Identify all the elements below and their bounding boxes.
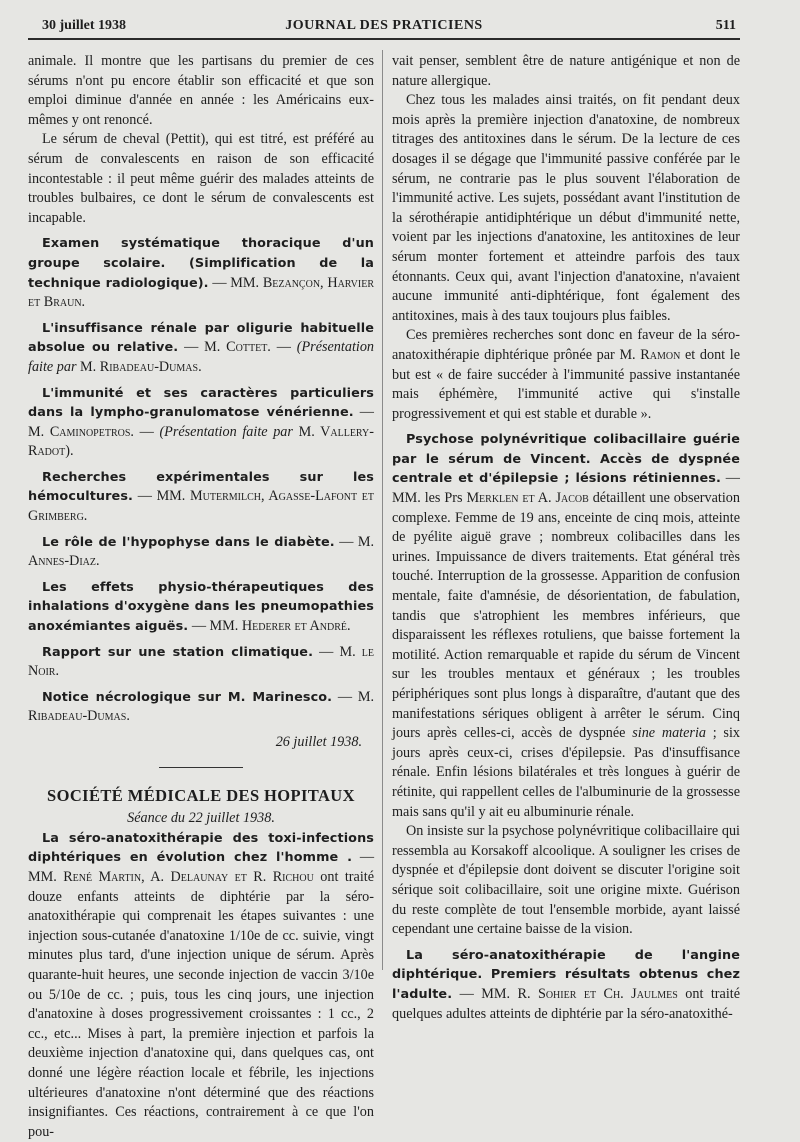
page-number: 511 <box>715 18 736 33</box>
entry-authors: — M. le Noir. <box>28 643 374 680</box>
entry-presentation: (Présentation faite par <box>28 339 375 375</box>
entry-oxygen <box>28 578 374 637</box>
entry-authors: Merklen et A. Jacob <box>466 490 589 507</box>
entry-presenter: M. Ribadeau-Dumas. <box>76 358 202 375</box>
entry-presenter: M. Vallery-Radot). <box>28 423 374 460</box>
journal-title: JOURNAL DES PRATICIENS <box>285 18 483 33</box>
entry-authors: — M. Annes-Diaz. <box>28 533 374 570</box>
section-rule <box>159 767 243 768</box>
paragraph: On insiste sur la psychose polynévritique colibacillaire qui ressembla au Korsakoff alcoolique. A souligner les crises de dyspnée et d'épilepsie dont doivent se discuter l'origine soit sérique soit colibacillaire, soit une origine mixte. Guérison du reste complète de tout l'ensemble morbide, ayant laissé cependant une certaine baisse de la vision. <box>392 823 740 938</box>
entry-title: Les effets physio-thérapeutiques des inhalations d'oxygène dans les pneumopathies anoxémiantes aiguës. <box>28 579 374 635</box>
entry-authors: — MM. Bezançon, Harvier et Braun. <box>28 274 374 311</box>
issue-date: 30 juillet 1938 <box>42 18 126 33</box>
page-header <box>28 14 740 40</box>
header-rule <box>28 38 740 40</box>
entry-sero-anatoxi <box>28 829 374 1142</box>
entry-title: Le rôle de l'hypophyse dans le diabète. <box>42 534 335 550</box>
session-date: Séance du 22 juillet 1938. <box>127 810 275 827</box>
entry-authors: R. Sohier et Ch. Jaulmes <box>517 985 678 1002</box>
entry-immunity <box>28 384 374 462</box>
entry-title: L'immunité et ses caractères particuliers dans la lympho-granulomatose vénérienne. <box>28 385 374 421</box>
entry-presentation: (Présentation faite par <box>159 423 293 440</box>
entry-title: La séro-anatoxithérapie de l'angine diphtérique. Premiers résultats obtenus chez l'adulte. <box>392 947 740 1002</box>
entry-hemocultures <box>28 468 374 527</box>
entry-hypophyse <box>28 533 374 572</box>
entry-renal <box>28 319 374 378</box>
author-name: Ramon <box>640 346 681 363</box>
paragraph: Chez tous les malades ainsi traités, on fit pendant deux mois après la première injection d'anatoxine, de nombreux titrages des antitoxines dans le sérum. De la lecture de ces dosages il se dégage que l'immunité passive conférée par le sérum, ne contrarie pas le plus souvent l'élaboration de l'immunité active. Les sujets, possédant avant l'institution de la sérothérapie antidiphtérique un début d'immunité nette, voient par les injections d'anatoxine, les antitoxines de leur sérum monter fortement et atteindre parfois des taux étonnants. Ceux qui, avant l'injection d'anatoxine, n'avaient aucune immunité anti-diphtérique, font également des antitoxines, mais à des taux toujours plus faibles. <box>392 92 740 324</box>
signed-date: 26 juillet 1938. <box>275 734 362 750</box>
entry-authors: — M. Caminopetros. — <box>28 404 374 440</box>
entry-text: ont traité douze enfants atteints de diphtérie par la séro-anatoxithérapie qui comprenait les étapes suivantes : une injection sous-cutanée d'anatoxine 1/10e de cc. suivie, vingt minutes plus tard, d'une injection unique de sérum. Après quarante-huit heures, une seconde injection de vaccin 3/10e ou 5/10e de cc. ; puis, tous les cinq jours, une injection d'anatoxine à doses progressivement croissantes : 1 cc., 2 cc., etc... Mises à part, la première injection et parfois la deuxième injection d'anatoxine qui, dans quelques cas, ont donné une légère réaction locale et fébrile, les injections ultérieures d'anatoxine n'ont déterminé que des réactions insignifiantes. Ces réactions, contrairement à ce que l'on pou- <box>28 868 375 1140</box>
society-title: SOCIÉTÉ MÉDICALE DES HOPITAUX <box>47 785 355 805</box>
entry-authors: — MM. Hederer et André. <box>188 618 351 635</box>
entry-authors: — M. Ribadeau-Dumas. <box>28 688 374 725</box>
entry-obituary <box>28 688 374 727</box>
paragraph: vait penser, semblent être de nature antigénique et non de nature allergique. <box>392 53 740 89</box>
right-column <box>392 52 740 1024</box>
entry-climatic <box>28 643 374 682</box>
column-separator <box>382 50 383 970</box>
left-column <box>28 52 374 1142</box>
paragraph: Ces premières recherches sont donc en faveur de la séro-anatoxithérapie diphtérique prônée par M. Ramon et dont le but est « de faire succéder à l'immunité passive instantanée mais éphémère, l'immunité active qui s'installe progressivement et qui est stable et durable ». <box>392 327 741 422</box>
entry-text: ont traité quelques adultes atteints de diphtérie par la séro-anatoxithé- <box>392 985 741 1022</box>
paragraph: Le sérum de cheval (Pettit), qui est titré, est préféré au sérum de convalescents en raison de son efficacité incontestable : il peut même guérir des malades atteints de troubles bulbaires, ce dont le sérum de convalescents est incapable. <box>28 131 374 226</box>
paragraph: animale. Il montre que les partisans du premier de ces sérums n'ont pu encore établir son efficacité et que son emploi diminue d'année en année : les Américains eux-mêmes y ont renoncé. <box>28 53 374 128</box>
entry-authors: — M. Cottet. — <box>178 339 297 356</box>
entry-title: Psychose polynévritique colibacillaire guérie par le sérum de Vincent. Accès de dyspnée centrale et d'épilepsie ; lésions rétiniennes. <box>392 432 740 487</box>
entry-title: Examen systématique thoracique d'un groupe scolaire. (Simplification de la technique radiologique). <box>28 236 374 291</box>
entry-authors: — MM. Mutermilch, Agasse-Lafont et Grimberg. <box>28 488 374 525</box>
entry-title: Rapport sur une station climatique. <box>42 644 314 660</box>
entry-title: L'insuffisance rénale par oligurie habituelle absolue ou relative. <box>28 320 374 356</box>
entry-authors: — MM. René Martin, A. Delaunay et R. Richou <box>28 849 374 885</box>
entry-title: Recherches expérimentales sur les hémocultures. <box>28 469 374 505</box>
entry-radiology <box>28 234 374 312</box>
entry-text: détaillent une observation complexe. Femme de 19 ans, enceinte de cinq mois, atteinte de pyélite aiguë grave ; nombreux colibacilles dans les urines. Impuissance de divers traitements. Etat général très touché. Interruption de la grossesse. Apparition de confusion mentale, faite d'amnésie, de désorientation, de fabulation, tandis que s'atrophient les membres inférieurs, que disparaissent les réflexes rotuliens, que baisse fortement la motilité. Action remarquable et rapide du sérum de Vincent sur les troubles mentaux et généraux ; les troubles périphériques sont plus longs à disparaître, d'autant que des manifestations sériques obligent à arrêter le sérum. Cinq jours après celles-ci, accès de dyspnée <box>392 490 740 742</box>
entry-psychose: Psychose polynévritique colibacillaire guérie par le sérum de Vincent. Accès de dyspnée centrale et d'épilepsie ; lésions rétiniennes. — MM. les Prs Merklen et A. Jacob détaillent une observation complexe. Femme de 19 ans, enceinte de cinq mois, atteinte de pyélite aiguë grave ; nombreux colibacilles dans les urines. Impuissance de divers traitements. Etat général très touché. Interruption de la grossesse. Apparition de confusion mentale, faite d'amnésie, de désorientation, de fabulation, tandis que s'atrophient les membres inférieurs, que disparaissent les réflexes rotuliens, que baisse fortement la motilité. Action remarquable et rapide du sérum de Vincent sur les troubles mentaux et généraux ; les troubles périphériques sont plus longs à disparaître, d'autant que des manifestations sériques obligent à arrêter le sérum. Cinq jours après celles-ci, accès de dyspnée sine materia ; six jours après ceux-ci, crises d'épilepsie. Pas d'insuffisance rénale. Enfin lésions bilatérales et très longues à guérir de rétinite, qui rappellent celles de l'albuminurie de la grossesse mais sans qu'il y ait eu albuminurie rénale. <box>392 432 740 820</box>
entry-title: La séro-anatoxithérapie des toxi-infections diphtériques en évolution chez l'homme . <box>28 830 374 866</box>
entry-angine: La séro-anatoxithérapie de l'angine diphtérique. Premiers résultats obtenus chez l'adulte. — MM. R. Sohier et Ch. Jaulmes ont traité quelques adultes atteints de diphtérie par la séro-anatoxithé- <box>392 947 741 1022</box>
entry-title: Notice nécrologique sur M. Marinesco. <box>42 689 333 705</box>
